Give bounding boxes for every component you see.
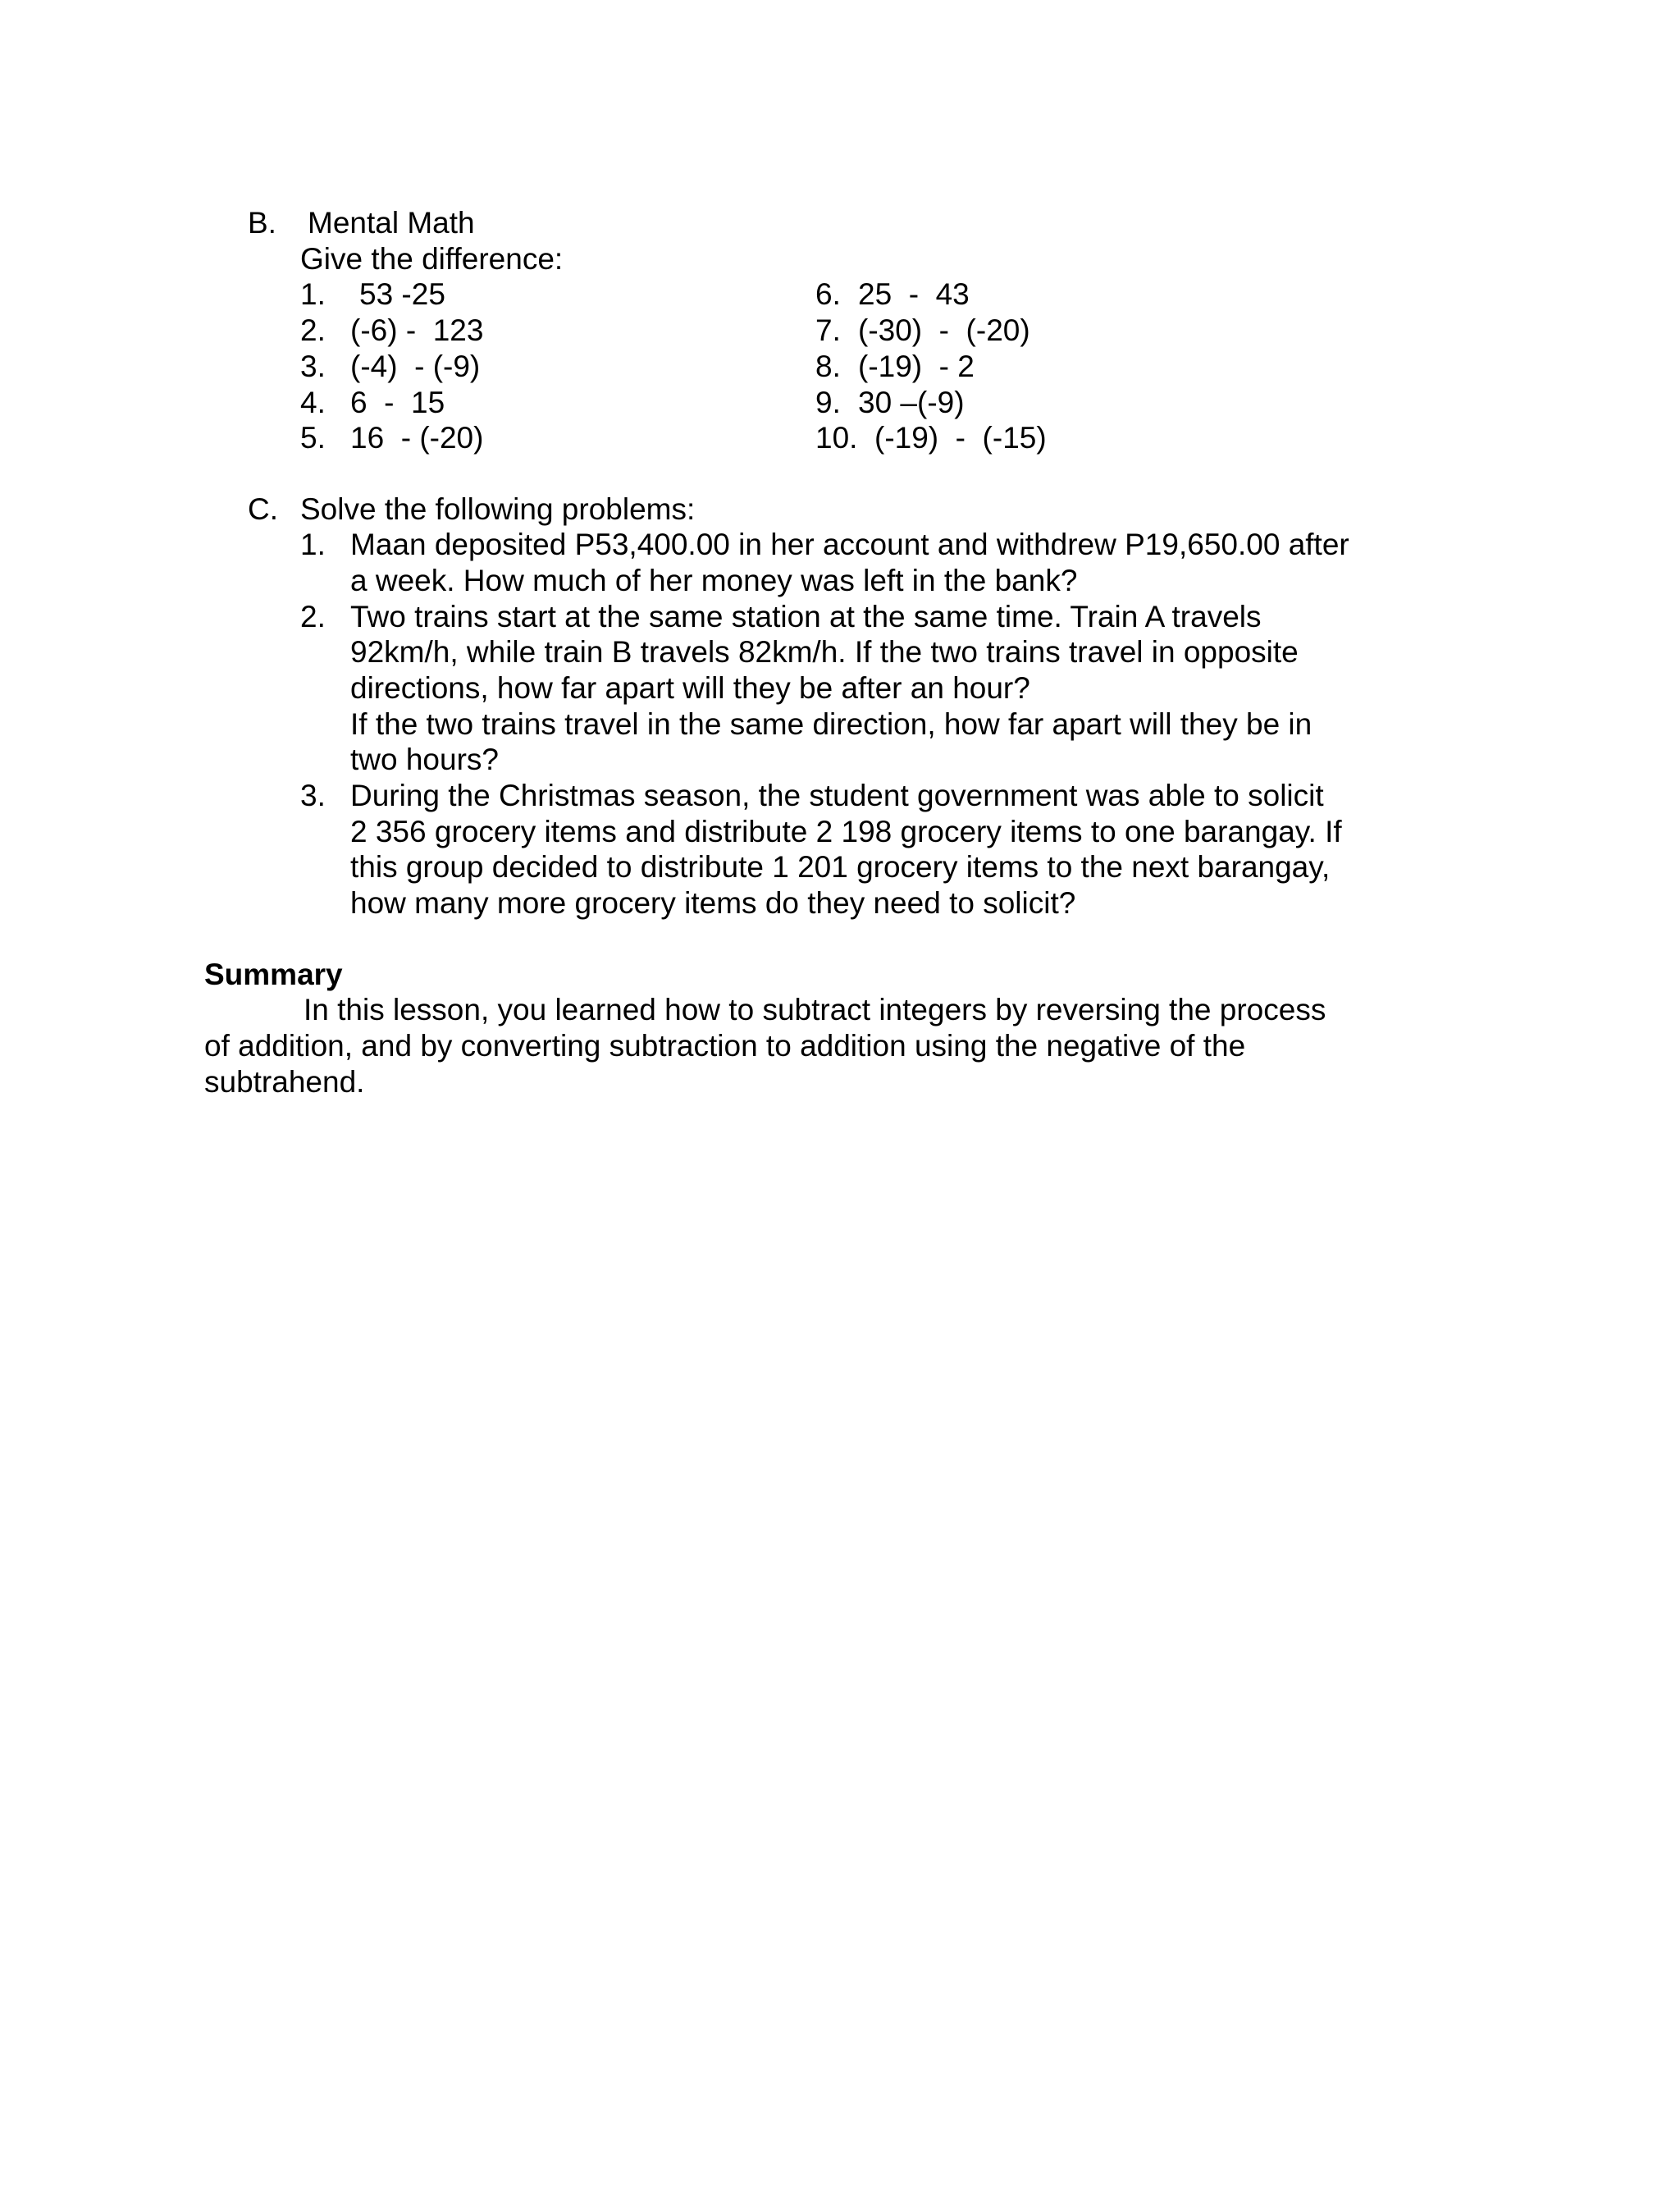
problem-line: 2 356 grocery items and distribute 2 198 grocery items to one barangay. If [350,815,1342,848]
summary-line: of addition, and by converting subtraction to addition using the negative of the [204,1029,1246,1063]
section-b-letter: B. [248,206,276,240]
problem-line: this group decided to distribute 1 201 grocery items to the next barangay, [350,850,1331,884]
exercise-number: 9. [815,386,841,419]
exercise-number: 10. [815,421,858,455]
problem-number: 3. [300,779,326,812]
problem-line: directions, how far apart will they be after an hour? [350,671,1030,705]
exercise-number: 1. [300,277,326,311]
exercise-expression: (-19) - 2 [858,350,975,383]
problem-line: 92km/h, while train B travels 82km/h. If the two trains travel in opposite [350,635,1299,669]
exercise-expression: 30 –(-9) [858,386,965,419]
section-b-instruction: Give the difference: [300,242,564,276]
exercise-expression: 25 - 43 [858,277,970,311]
exercise-number: 5. [300,421,326,455]
exercise-expression: (-4) - (-9) [350,350,481,383]
exercise-expression: 53 -25 [359,277,445,311]
exercise-expression: 16 - (-20) [350,421,484,455]
problem-number: 1. [300,528,326,561]
exercise-expression: (-19) - (-15) [874,421,1047,455]
summary-line: In this lesson, you learned how to subtract integers by reversing the process [304,993,1326,1026]
problem-line: During the Christmas season, the student government was able to solicit [350,779,1324,812]
problem-line: how many more grocery items do they need to solicit? [350,886,1076,920]
problem-line: a week. How much of her money was left in the bank? [350,564,1078,597]
summary-heading: Summary [204,958,343,991]
problem-line: Two trains start at the same station at the same time. Train A travels [350,600,1262,633]
exercise-expression: (-6) - 123 [350,313,484,347]
exercise-number: 6. [815,277,841,311]
exercise-number: 3. [300,350,326,383]
exercise-number: 4. [300,386,326,419]
exercise-expression: 6 - 15 [350,386,445,419]
summary-line: subtrahend. [204,1065,365,1099]
exercise-number: 7. [815,313,841,347]
problem-line: two hours? [350,743,499,776]
section-c-letter: C. [248,492,278,526]
problem-line: If the two trains travel in the same direction, how far apart will they be in [350,707,1312,741]
section-b-title: Mental Math [308,206,475,240]
problem-line: Maan deposited P53,400.00 in her account and withdrew P19,650.00 after [350,528,1349,561]
exercise-expression: (-30) - (-20) [858,313,1030,347]
exercise-number: 8. [815,350,841,383]
exercise-number: 2. [300,313,326,347]
problem-number: 2. [300,600,326,633]
section-c-title: Solve the following problems: [300,492,696,526]
